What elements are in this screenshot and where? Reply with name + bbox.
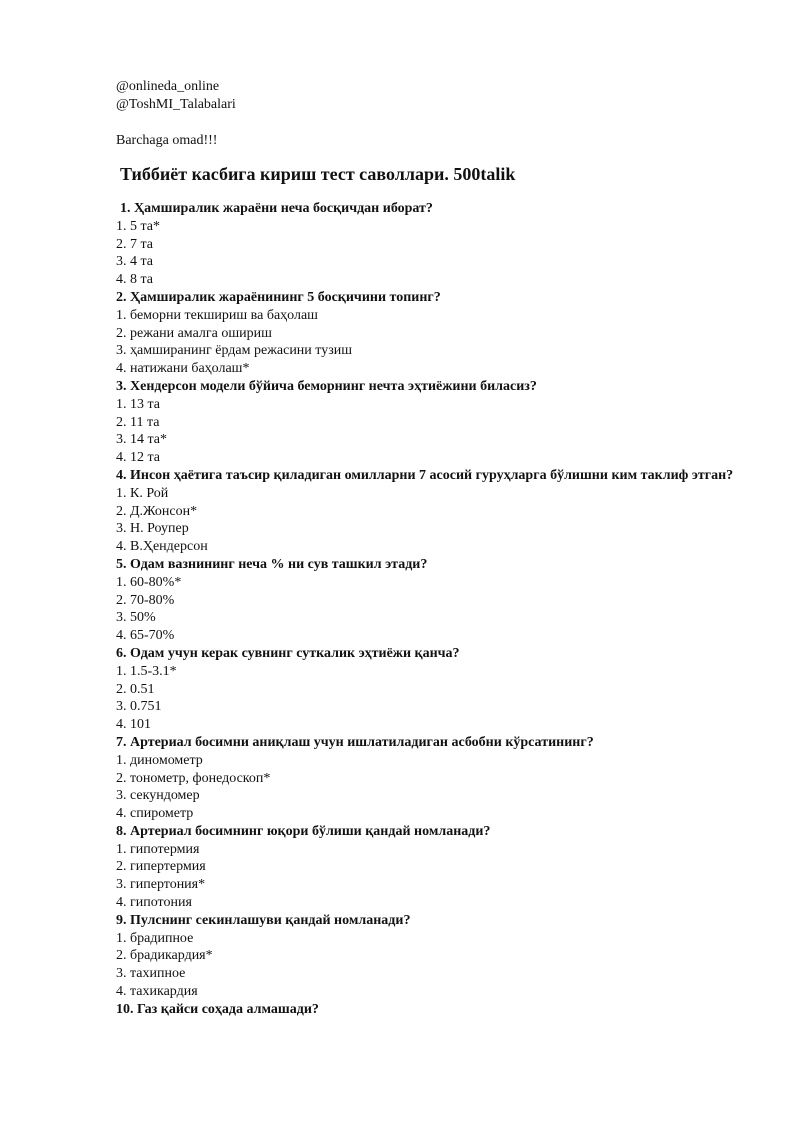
answer-option: 2. 7 та bbox=[116, 236, 154, 252]
question-block bbox=[116, 734, 736, 823]
question-block bbox=[116, 467, 736, 556]
document-title: Тиббиёт касбига кириш тест саволлари. 500talik bbox=[120, 164, 516, 184]
answer-option: 1. брадипное bbox=[116, 930, 194, 946]
question-text: 10. Газ қайси соҳада алмашади? bbox=[116, 1001, 319, 1017]
answer-option: 3. тахипное bbox=[116, 966, 186, 982]
question-text: 8. Артериал босимнинг юқори бўлиши қандай номланади? bbox=[116, 823, 491, 839]
telegram-handle-2: @ToshMI_Talabalari bbox=[116, 97, 236, 112]
answer-option: 2. брадикардия* bbox=[116, 948, 213, 964]
answer-option: 3. ҳамширанинг ёрдам режасини тузиш bbox=[116, 343, 353, 359]
question-text: 7. Артериал босимни аниқлаш учун ишлатиладиган асбобни кўрсатининг? bbox=[116, 734, 594, 750]
answer-option: 4. натижани баҳолаш* bbox=[116, 361, 250, 377]
question-block bbox=[116, 200, 736, 289]
question-text: 1. Ҳамширалик жараёни неча босқичдан иборат? bbox=[120, 201, 433, 216]
answer-option: 4. 8 та bbox=[116, 272, 154, 288]
question-text: 4. Инсон ҳаётига таъсир қиладиган омилларни 7 асосий гуруҳларга бўлишни ким таклиф этган? bbox=[116, 467, 734, 483]
question-block bbox=[116, 556, 736, 645]
answer-option: 4. 101 bbox=[116, 717, 151, 733]
document-content bbox=[116, 78, 736, 1019]
answer-option: 4. тахикардия bbox=[116, 984, 198, 1000]
answer-option: 2. 0.51 bbox=[116, 681, 155, 697]
telegram-handle-1: @onlineda_online bbox=[116, 79, 220, 94]
question-block bbox=[116, 645, 736, 734]
answer-option: 2. режани амалга ошириш bbox=[116, 325, 272, 341]
question-text: 5. Одам вазнининг неча % ни сув ташкил этади? bbox=[116, 556, 428, 572]
answer-option: 1. К. Рой bbox=[116, 485, 169, 501]
spacer bbox=[116, 114, 736, 132]
question-block bbox=[116, 289, 736, 378]
answer-option: 3. 14 та* bbox=[116, 432, 168, 448]
answer-option: 4. В.Ҳендерсон bbox=[116, 539, 208, 555]
answer-option: 3. гипертония* bbox=[116, 877, 206, 893]
answer-option: 2. 70-80% bbox=[116, 592, 175, 608]
answer-option: 1. диномометр bbox=[116, 752, 203, 768]
answer-option: 2. Д.Жонсон* bbox=[116, 503, 198, 519]
answer-option: 4. 12 та bbox=[116, 450, 161, 466]
answer-option: 2. тонометр, фонедоскоп* bbox=[116, 770, 271, 786]
question-text: 3. Хендерсон модели бўйича беморнинг нечта эҳтиёжини биласиз? bbox=[116, 378, 537, 394]
answer-option: 1. 13 та bbox=[116, 396, 161, 412]
answer-option: 4. гипотония bbox=[116, 895, 192, 911]
question-text: 9. Пулснинг секинлашуви қандай номланади? bbox=[116, 912, 411, 928]
answer-option: 2. гипертермия bbox=[116, 859, 206, 875]
answer-option: 3. 0.751 bbox=[116, 699, 162, 715]
answer-option: 1. беморни текшириш ва баҳолаш bbox=[116, 307, 318, 323]
question-text: 6. Одам учун керак сувнинг суткалик эҳтиёжи қанча? bbox=[116, 645, 460, 661]
answer-option: 3. секундомер bbox=[116, 788, 200, 804]
question-block bbox=[116, 823, 736, 912]
answer-option: 1. гипотермия bbox=[116, 841, 200, 857]
answer-option: 2. 11 та bbox=[116, 414, 160, 430]
answer-option: 4. 65-70% bbox=[116, 628, 175, 644]
answer-option: 1. 60-80%* bbox=[116, 574, 182, 590]
greeting: Barchaga omad!!! bbox=[116, 133, 218, 148]
question-block bbox=[116, 378, 736, 467]
answer-option: 3. 4 та bbox=[116, 254, 154, 270]
question-text: 2. Ҳамширалик жараёнининг 5 босқичини топинг? bbox=[116, 289, 441, 305]
answer-option: 1. 5 та* bbox=[116, 218, 161, 234]
question-block bbox=[116, 912, 736, 1001]
answer-option: 3. Н. Роупер bbox=[116, 521, 189, 537]
answer-option: 1. 1.5-3.1* bbox=[116, 663, 177, 679]
answer-option: 4. спирометр bbox=[116, 806, 194, 822]
question-block bbox=[116, 1001, 736, 1019]
quiz-list bbox=[116, 200, 736, 1019]
answer-option: 3. 50% bbox=[116, 610, 156, 626]
